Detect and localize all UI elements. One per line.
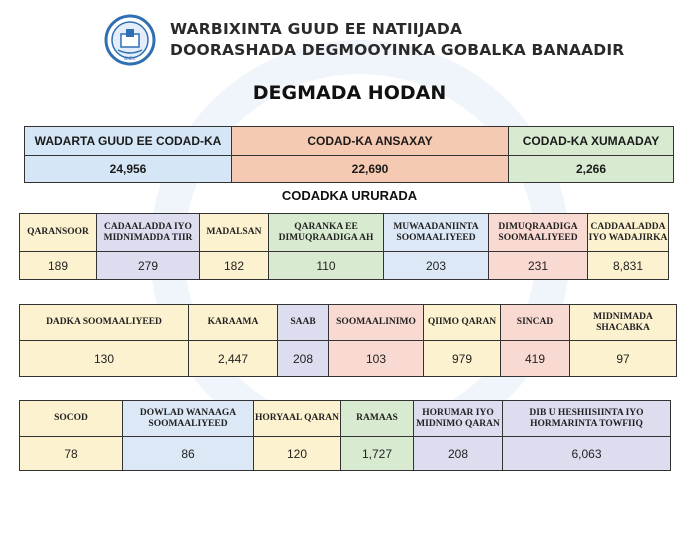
party-votes-title: CODADKA URURADA xyxy=(281,188,418,203)
party-votes: 208 xyxy=(414,437,503,471)
party-name: QIIMO QARAN xyxy=(424,305,501,341)
party-votes: 1,727 xyxy=(341,437,414,471)
party-name: MADALSAN xyxy=(200,214,269,252)
party-name: QARANKA EE DIMUQRAADIGA AH xyxy=(269,214,384,252)
party-votes: 6,063 xyxy=(503,437,671,471)
party-votes: 189 xyxy=(20,252,97,280)
party-name: RAMAAS xyxy=(341,401,414,437)
party-name: DIMUQRAADIGA SOOMAALIYEED xyxy=(489,214,588,252)
total-votes-value: 24,956 xyxy=(25,156,232,183)
party-table-2 xyxy=(19,304,677,377)
party-votes: 78 xyxy=(20,437,123,471)
party-votes: 97 xyxy=(570,341,677,377)
party-votes: 208 xyxy=(278,341,329,377)
party-votes: 182 xyxy=(200,252,269,280)
party-votes: 419 xyxy=(501,341,570,377)
party-name: QARANSOOR xyxy=(20,214,97,252)
party-name: SAAB xyxy=(278,305,329,341)
party-name: HORUMAR IYO MIDNIMO QARAN xyxy=(414,401,503,437)
party-votes: 120 xyxy=(254,437,341,471)
party-name: SINCAD xyxy=(501,305,570,341)
svg-text:BIIEC: BIIEC xyxy=(124,57,136,62)
party-table-3 xyxy=(19,400,671,471)
party-name: MIDNIMADA SHACABKA xyxy=(570,305,677,341)
party-name: DOWLAD WANAAGA SOOMAALIYEED xyxy=(123,401,254,437)
party-name: KARAAMA xyxy=(189,305,278,341)
party-name: CADDAALADDA IYO WADAJIRKA xyxy=(588,214,669,252)
invalid-votes-value: 2,266 xyxy=(509,156,674,183)
party-table-1 xyxy=(19,213,669,280)
invalid-votes-label: CODAD-KA XUMAADAY xyxy=(509,127,674,156)
party-name: MUWAADANIINTA SOOMAALIYEED xyxy=(384,214,489,252)
total-votes-label: WADARTA GUUD EE CODAD-KA xyxy=(25,127,232,156)
party-name: DIB U HESHIISIINTA IYO HORMARINTA TOWFIIQ xyxy=(503,401,671,437)
summary-table xyxy=(24,126,674,183)
report-title-line2: DOORASHADA DEGMOOYINKA GOBALKA BANAADIR xyxy=(170,41,625,59)
party-votes: 8,831 xyxy=(588,252,669,280)
party-name: SOCOD xyxy=(20,401,123,437)
party-votes: 130 xyxy=(20,341,189,377)
party-votes: 279 xyxy=(97,252,200,280)
party-name: SOOMAALINIMO xyxy=(329,305,424,341)
party-name: CADAALADDA IYO MIDNIMADDA TIIR xyxy=(97,214,200,252)
party-name: HORYAAL QARAN xyxy=(254,401,341,437)
party-votes: 203 xyxy=(384,252,489,280)
party-votes: 2,447 xyxy=(189,341,278,377)
party-votes: 86 xyxy=(123,437,254,471)
party-name: DADKA SOOMAALIYEED xyxy=(20,305,189,341)
party-votes: 979 xyxy=(424,341,501,377)
party-votes: 103 xyxy=(329,341,424,377)
district-title: DEGMADA HODAN xyxy=(252,82,447,104)
party-votes: 110 xyxy=(269,252,384,280)
valid-votes-value: 22,690 xyxy=(232,156,509,183)
biiec-logo xyxy=(104,14,156,66)
report-title-line1: WARBIXINTA GUUD EE NATIIJADA xyxy=(170,20,463,38)
party-votes: 231 xyxy=(489,252,588,280)
valid-votes-label: CODAD-KA ANSAXAY xyxy=(232,127,509,156)
